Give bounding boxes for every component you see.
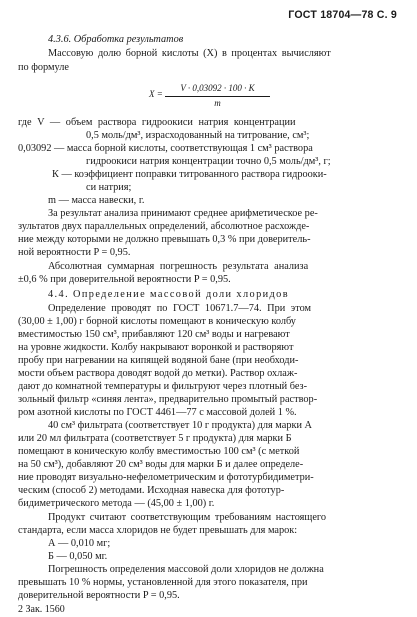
text-line: доверительной вероятности P = 0,95. <box>18 590 180 601</box>
text-line: 0,5 моль/дм³, израсходованный на титрование, см³; <box>86 130 310 141</box>
text-line: вместимостью 150 см³, прибавляют 120 см³ воды и нагревают <box>18 329 290 340</box>
list-item-grade-b: Б — 0,050 мг. <box>48 551 108 562</box>
text-line: Абсолютная суммарная погрешность результата анализа <box>48 261 309 272</box>
text-line: Массовую долю борной кислоты (X) в процентах вычисляют <box>48 48 331 59</box>
page-footer: 2 Зак. 1560 <box>18 604 65 615</box>
text-line: 40 см³ фильтрата (соответствует 10 г продукта) для марки А <box>48 420 312 431</box>
text-line: по формуле <box>18 62 69 73</box>
text-line: ±0,6 % при доверительной вероятности P = 0,95. <box>18 274 231 285</box>
section-heading-4-3-6: 4.3.6. Обработка результатов <box>48 34 184 45</box>
text-line: гидроокиси натрия концентрации точно 0,5 моль/дм³, г; <box>86 156 331 167</box>
text-line: где V — объем раствора гидроокиси натрия концентрации <box>18 117 296 128</box>
page-header: ГОСТ 18704—78 С. 9 <box>288 9 397 21</box>
text-line: зультатов двух параллельных определений, абсолютное расхожде- <box>18 221 310 232</box>
text-line: бидиметрического метода — (45,00 ± 1,00) г. <box>18 498 215 509</box>
formula-numerator: V · 0,03092 · 100 · K <box>165 82 270 97</box>
text-line: или 20 мл фильтрата (соответствует 5 г продукта) для марки Б <box>18 433 292 444</box>
text-line: К — коэффициент поправки титрованного раствора гидрооки- <box>52 169 327 180</box>
formula-fraction <box>165 82 270 110</box>
formula-denominator: m <box>214 98 221 109</box>
text-line: Погрешность определения массовой доли хлоридов не должна <box>48 564 324 575</box>
text-line: Определение проводят по ГОСТ 10671.7—74. При этом <box>48 303 312 314</box>
text-line: пробу при нагревании на кипящей водяной бане (при необходи- <box>18 355 299 366</box>
text-line: ние между которыми не должно превышать 0,3 % при доверитель- <box>18 234 311 245</box>
text-line: m — масса навески, г. <box>48 195 145 206</box>
text-line: превышать 10 % нормы, установленной для этого показателя, при <box>18 577 308 588</box>
text-line: стандарта, если масса хлоридов не будет превышать для марок: <box>18 525 298 536</box>
text-line: (30,00 ± 1,00) г борной кислоты помещают в коническую колбу <box>18 316 296 327</box>
text-line: Продукт считают соответствующим требованиям настоящего <box>48 512 327 523</box>
formula-lhs: X = <box>149 89 163 99</box>
text-line: мости объем раствора доводят водой до метки). Раствор охлаж- <box>18 368 298 379</box>
list-item-grade-a: А — 0,010 мг; <box>48 538 111 549</box>
text-line: ческим (способ 2) методами. Исходная навеска для фототур- <box>18 485 285 496</box>
text-line: 0,03092 — масса борной кислоты, соответствующая 1 см³ раствора <box>18 143 313 154</box>
section-heading-4-4: 4.4. Определение массовой доли хлоридов <box>48 289 289 300</box>
text-line: на 50 см³), добавляют 20 см³ воды для марки Б и далее определе- <box>18 459 304 470</box>
text-line: дают до комнатной температуры и фильтруют через плотный без- <box>18 381 308 392</box>
text-line: зольный фильтр «синяя лента», предварительно промытый раствор- <box>18 394 318 405</box>
text-line: За результат анализа принимают среднее арифметическое ре- <box>48 208 318 219</box>
text-line: помещают в коническую колбу вместимостью 100 см³ (с меткой <box>18 446 300 457</box>
text-line: си натрия; <box>86 182 132 193</box>
text-line: ние проводят визуально-нефелометрическим и фототурбидиметри- <box>18 472 314 483</box>
text-line: на уровне жидкости. Колбу накрывают воронкой и растворяют <box>18 342 294 353</box>
text-line: ром азотной кислоты по ГОСТ 4461—77 с массовой долей 1 %. <box>18 407 297 418</box>
text-line: ной вероятности P = 0,95. <box>18 247 131 258</box>
